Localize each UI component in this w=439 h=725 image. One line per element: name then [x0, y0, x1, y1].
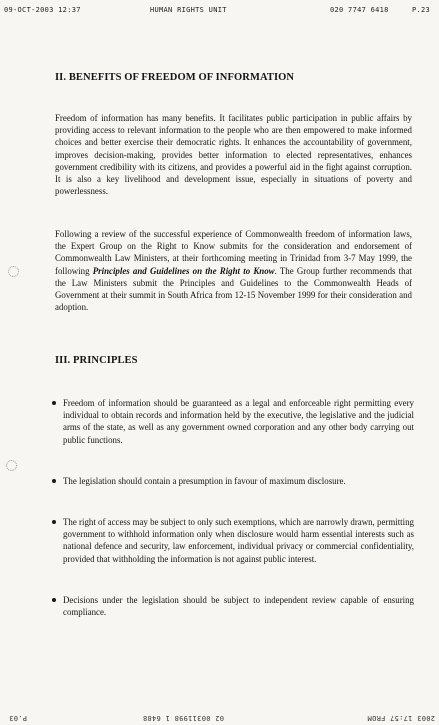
review-text-after: . The Group further recommends that the Law Ministers submit the Principles and Guidelines to the Commonwealth Heads of Government at their summit in South Africa from 12-15 November 1999 for their consideration and adoption. [55, 265, 412, 313]
section-heading-principles: III. PRINCIPLES [55, 355, 138, 366]
fax-footer-time: 2003 17:57 FROM [367, 714, 435, 722]
fax-phone: 020 7747 6418 [330, 6, 389, 14]
principle-text: The right of access may be subject to only such exemptions, which are narrowly drawn, permitting government to withhold information only when disclosure would harm essential interests such as national defence and security, law enforcement, individual privacy or commercial confidentiality, provided that withholding the information is not against public interest. [63, 517, 414, 564]
principle-text: Freedom of information should be guaranteed as a legal and enforceable right permitting every individual to obtain records and information held by the executive, the legislative and the judicial arms of the state, as well as any government owned corporation and any other body carrying out public functions. [63, 398, 414, 445]
fax-date-time: 09-OCT-2003 12:37 [4, 6, 81, 14]
fax-footer [0, 710, 439, 722]
punch-hole-mark [8, 266, 19, 277]
fax-sender: HUMAN RIGHTS UNIT [150, 6, 227, 14]
list-item [52, 475, 414, 487]
punch-hole-mark [6, 460, 17, 471]
fax-page: P.23 [412, 6, 431, 14]
benefits-paragraph: Freedom of information has many benefits. It facilitates public participation in public affairs by providing access to relevant information to the people who are then empowered to make informed choices and better exercise their democratic rights. It enhances the accountability of government, improves decision-making, provides better information to elected representatives, enhances government credibility with its citizens, and provides a powerful aid in the fight against corruption. It is also a key livelihood and development issue, especially in situations of poverty and powerlessness. [55, 113, 412, 197]
fax-footer-page: P.03 [8, 714, 27, 722]
review-paragraph [55, 228, 412, 313]
fax-footer-phone: 02 00311998 1 6488 [142, 714, 224, 722]
principle-text: The legislation should contain a presumption in favour of maximum disclosure. [63, 476, 346, 486]
bullet-icon [52, 479, 56, 483]
review-text-before: Following a review of the successful experience of Commonwealth freedom of information laws, the Expert Group on the Right to Know submits for the consideration and endorsement of Commonwealth Law Ministers, at their forthcoming meeting in Trinidad from 3-7 May 1999, the following [55, 229, 412, 276]
principle-text: Decisions under the legislation should be subject to independent review capable of ensuring compliance. [63, 595, 414, 618]
bullet-icon [52, 598, 56, 602]
bullet-icon [52, 520, 56, 524]
review-emphasis: Principles and Guidelines on the Right to Know [92, 265, 275, 276]
list-item [52, 397, 414, 446]
bullet-icon [52, 401, 56, 405]
list-item [52, 594, 414, 618]
fax-header [0, 6, 439, 18]
section-heading-benefits: II. BENEFITS OF FREEDOM OF INFORMATION [55, 72, 295, 83]
list-item [52, 516, 414, 565]
